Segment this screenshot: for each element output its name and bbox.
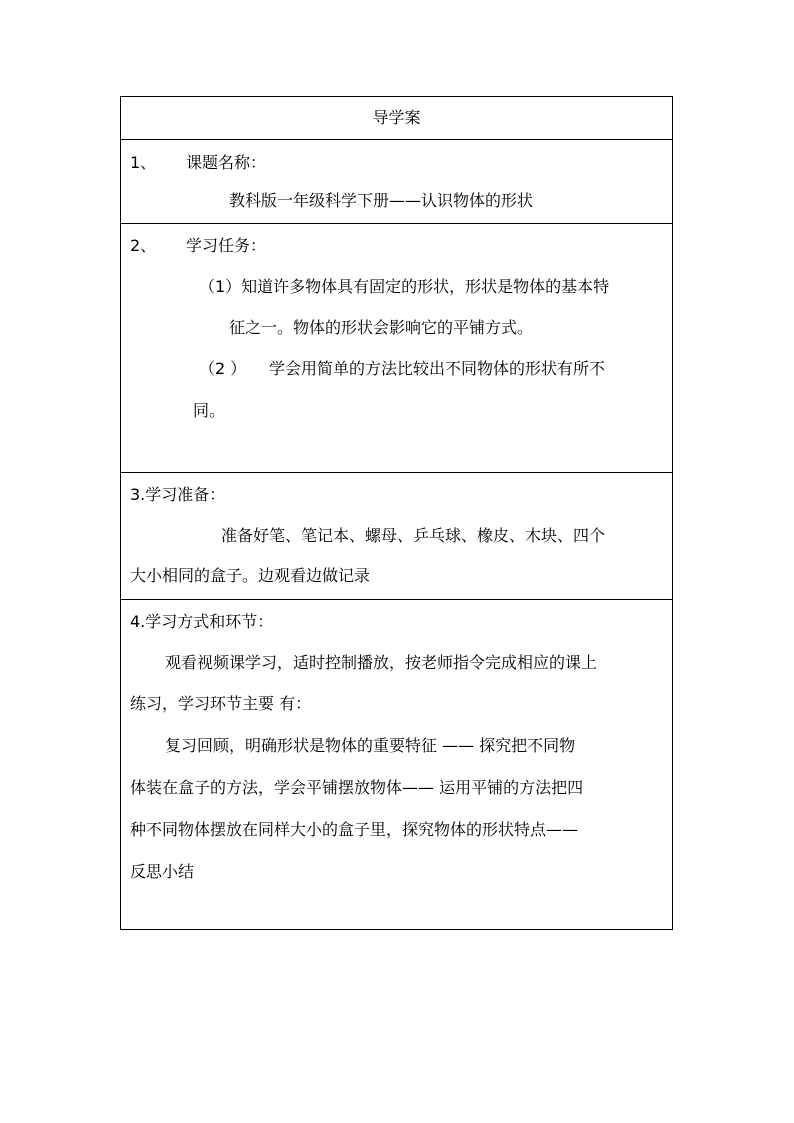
tasks-number: 2、 <box>130 236 157 255</box>
task-item-2-marker: （2 ） <box>199 359 247 378</box>
method-label: 4.学习方式和环节： <box>130 612 274 631</box>
method-p1-line-1: 观看视频课学习，适时控制播放，按老师指令完成相应的课上 <box>165 653 598 672</box>
method-p1-line-2: 练习，学习环节主要 有： <box>130 694 312 713</box>
preparation-label: 3.学习准备： <box>130 485 226 504</box>
preparation-line-1: 准备好笔、笔记本、螺母、乒乓球、橡皮、木块、四个 <box>221 526 606 545</box>
document-title: 导学案 <box>372 108 421 127</box>
method-p2-line-3: 种不同物体摆放在同样大小的盒子里，探究物体的形状特点—— <box>130 820 579 839</box>
topic-number: 1、 <box>130 153 157 172</box>
topic-value: 教科版一年级科学下册——认识物体的形状 <box>229 191 534 210</box>
title-row <box>121 97 672 140</box>
task-item-2-line-1: 学会用简单的方法比较出不同物体的形状有所不 <box>269 359 606 378</box>
task-item-2-line-2: 同。 <box>193 401 226 420</box>
method-p2-line-4: 反思小结 <box>130 862 195 881</box>
method-p2-line-2: 体装在盒子的方法，学会平铺摆放物体—— 运用平铺的方法把四 <box>130 778 584 797</box>
study-guide-table <box>120 96 673 930</box>
topic-row <box>121 140 672 224</box>
task-item-1-line-1: （1）知道许多物体具有固定的形状，形状是物体的基本特 <box>199 277 610 296</box>
preparation-row <box>121 473 672 600</box>
tasks-label: 学习任务： <box>186 236 267 255</box>
method-row <box>121 600 672 931</box>
tasks-row <box>121 224 672 473</box>
topic-label: 课题名称： <box>186 153 267 172</box>
method-p2-line-1: 复习回顾，明确形状是物体的重要特征 —— 探究把不同物 <box>165 736 576 755</box>
preparation-line-2: 大小相同的盒子。边观看边做记录 <box>130 566 371 585</box>
task-item-1-line-2: 征之一。物体的形状会影响它的平铺方式。 <box>229 318 534 337</box>
